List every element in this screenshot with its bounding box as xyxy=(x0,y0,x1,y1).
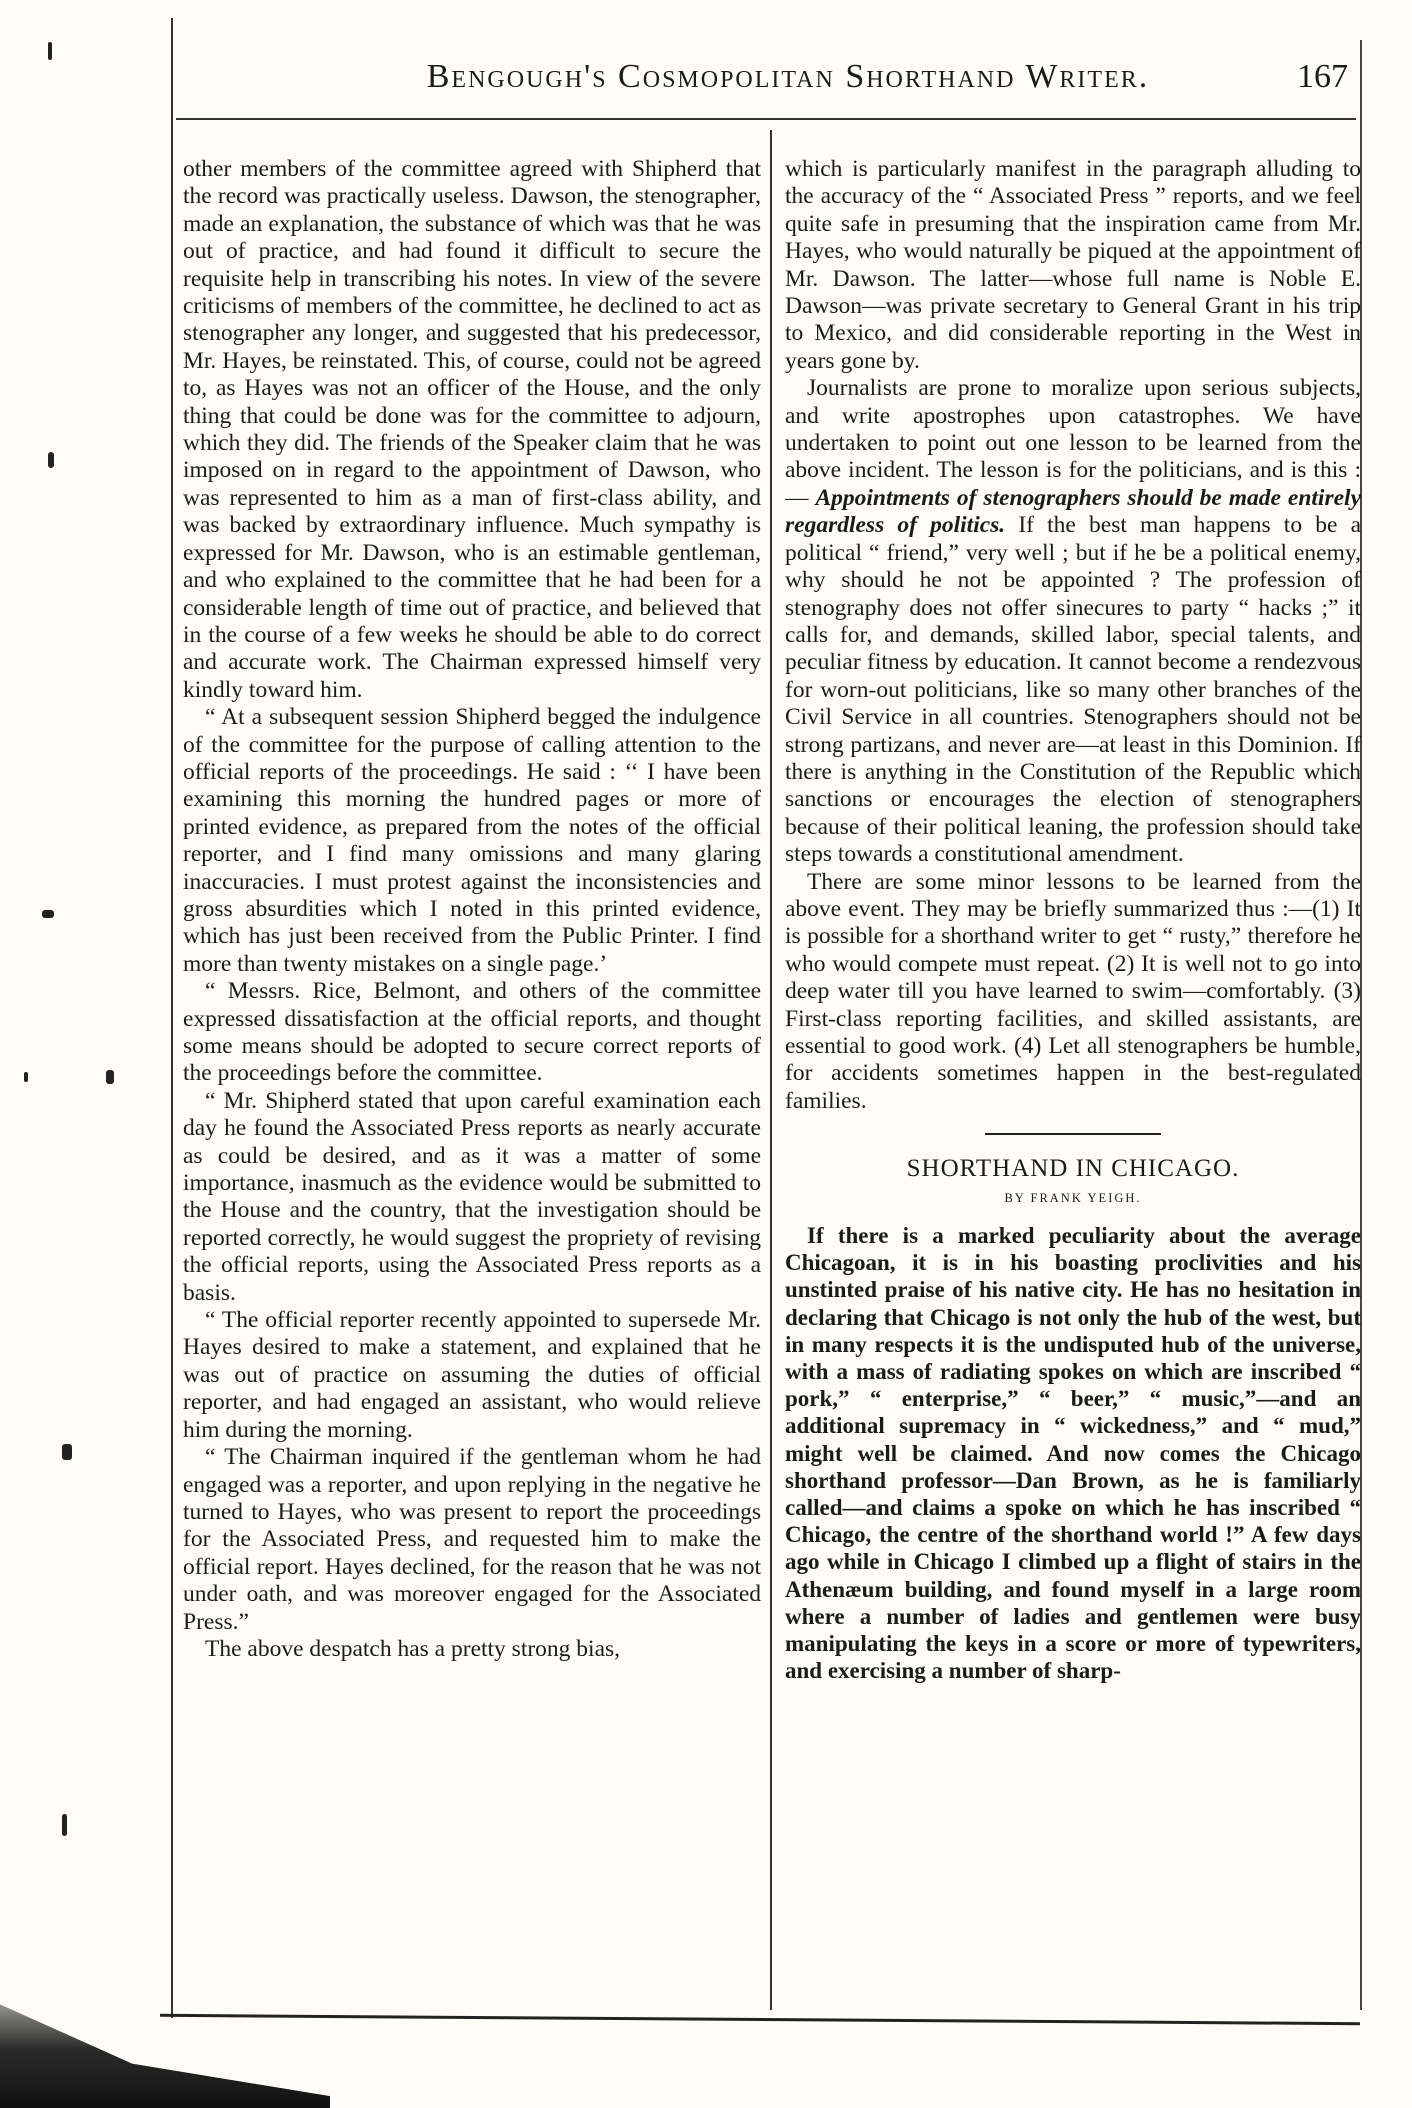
page-number: 167 xyxy=(1297,58,1348,95)
article-title: SHORTHAND IN CHICAGO. xyxy=(906,1155,1240,1183)
paragraph: which is particularly manifest in the paragraph alluding to the accuracy of the “ Associated Press ” reports, and we feel quite safe in presuming that the inspiration came from Mr. Hayes, who would naturally be piqued at the appointment of Mr. Dawson. The latter—whose full name is Noble E. Dawson—was private secretary to General Grant in his trip to Mexico, and did considerable reporting in the West in years gone by. xyxy=(785,156,1361,374)
page-margin xyxy=(0,0,160,2108)
paragraph: “ At a subsequent session Shipherd begged the indulgence of the committee for the purpose of calling attention to the official reports of the proceedings. He said : ‘‘ I have been examining this morning the hundred pages or more of printed evidence, as prepared from the notes of the official reporter, and I find many omissions and many glaring inaccuracies. I must protest against the inconsistencies and gross absurdities which I noted in this printed evidence, which has just been received from the Public Printer. I find more than twenty mistakes on a single page.’ xyxy=(183,704,761,977)
margin-mark xyxy=(48,42,52,60)
left-column xyxy=(183,156,761,2006)
page-header xyxy=(178,58,1348,118)
margin-mark xyxy=(42,910,54,918)
right-column xyxy=(785,156,1361,2006)
paragraph: “ Messrs. Rice, Belmont, and others of the committee expressed dissatisfaction at the official reports, and thought some means should be adopted to secure correct reports of the proceedings before the committee. xyxy=(183,978,761,1087)
paragraph-text: Journalists are prone to moralize upon serious subjects, and write apostrophes upon catastrophes. We have undertaken to point out one lesson to be learned from the above incident. The lesson is for the politicians, and is this :— xyxy=(785,375,1361,511)
margin-mark xyxy=(106,1070,114,1084)
margin-mark xyxy=(48,452,54,468)
column-divider xyxy=(770,130,772,2010)
paragraph: “ Mr. Shipherd stated that upon careful examination each day he found the Associated Press reports as nearly accurate as could be desired, and as it was a matter of some importance, inasmuch as the evidence would be submitted to the House and the country, that the investigation should be reported correctly, he would suggest the propriety of revising the official reports, using the Associated Press reports as a basis. xyxy=(183,1087,761,1306)
article-body: If there is a marked peculiarity about the average Chicagoan, it is in his boasting proclivities and his unstinted praise of his native city. He has no hesitation in declaring that Chicago is not only the hub of the west, but in many respects it is the undisputed hub of the universe, with a mass of radiating spokes on which are inscribed “ pork,” “ enterprise,” “ beer,” “ music,”—and an additional supremacy in “ wickedness,” and “ mud,” might well be claimed. And now comes the Chicago shorthand professor—Dan Brown, as he is familiarly called—and claims a spoke on which he has inscribed “ Chicago, the centre of the shorthand world !” A few days ago while in Chicago I climbed up a flight of stairs in the Athenæum building, and found myself in a large room where a number of ladies and gentlemen were busy manipulating the keys in a score or more of typewriters, and exercising a number of sharp- xyxy=(785,1223,1361,1684)
paragraph: “ The Chairman inquired if the gentleman whom he had engaged was a reporter, and upon replying in the negative he turned to Hayes, who was present to report the proceedings for the Associated Press, and requested him to make the official report. Hayes declined, for the reason that he was not under oath, and was moreover engaged for the Associated Press.” xyxy=(183,1444,761,1635)
paragraph: The above despatch has a pretty strong bias, xyxy=(205,1635,621,1662)
emphasis-text: Appointments of stenographers should be made entirely regardless of politics. xyxy=(785,484,1361,539)
paragraph-text: If the best man happens to be a political “ friend,” very well ; but if he be a political enemy, why should he not be appointed ? The profession of stenography does not offer sinecures to party “ hacks ;” it calls for, and demands, skilled labor, special talents, and peculiar fitness by education. It cannot become a rendezvous for worn-out politicians, like so many other branches of the Civil Service in all countries. Stenographers should not be strong partizans, and never are—at least in this Dominion. If there is anything in the Constitution of the Republic which sanctions or encourages the election of stenographers because of their political leaning, the profession should take steps towards a constitutional amendment. xyxy=(785,512,1361,868)
article-byline: BY FRANK YEIGH. xyxy=(1004,1190,1142,1205)
paragraph xyxy=(785,375,1361,868)
paragraph: “ The official reporter recently appointed to supersede Mr. Hayes desired to make a statement, and explained that he was out of practice on assuming the duties of official reporter, and had engaged an assistant, who would relieve him during the morning. xyxy=(183,1307,761,1443)
margin-mark xyxy=(62,1814,67,1836)
section-divider xyxy=(985,1133,1161,1135)
footer-rule xyxy=(160,2014,1360,2025)
paragraph: There are some minor lessons to be learned from the above event. They may be briefly summarized thus :—(1) It is possible for a shorthand writer to get “ rusty,” therefore he who would compete must repeat. (2) It is well not to go into deep water till you have learned to swim—comfortably. (3) First-class reporting facilities, and skilled assistants, are essential to good work. (4) Let all stenographers be humble, for accidents sometimes happen in the best-regulated families. xyxy=(785,868,1361,1114)
page-edge-rule xyxy=(171,18,173,2018)
margin-mark xyxy=(24,1072,28,1082)
running-head: Bengough's Cosmopolitan Shorthand Writer. xyxy=(426,58,1150,95)
margin-mark xyxy=(62,1444,72,1460)
paragraph: other members of the committee agreed with Shipherd that the record was practically useless. Dawson, the stenographer, made an explanation, the substance of which was that he was out of practice, and had found it difficult to secure the requisite help in transcribing his notes. In view of the severe criticisms of members of the committee, he declined to act as stenographer any longer, and suggested that his predecessor, Mr. Hayes, be reinstated. This, of course, could not be agreed to, as Hayes was not an officer of the House, and the only thing that could be done was for the committee to adjourn, which they did. The friends of the Speaker claim that he was imposed on in regard to the appointment of Dawson, who was represented to him as a man of first-class ability, and was backed by extraordinary influence. Much sympathy is expressed for Mr. Dawson, who is an estimable gentleman, and who explained to the committee that he had been for a considerable length of time out of practice, and believed that in the course of a few weeks he should be able to do correct and accurate work. The Chairman expressed himself very kindly toward him. xyxy=(183,156,761,703)
header-rule xyxy=(176,118,1356,120)
